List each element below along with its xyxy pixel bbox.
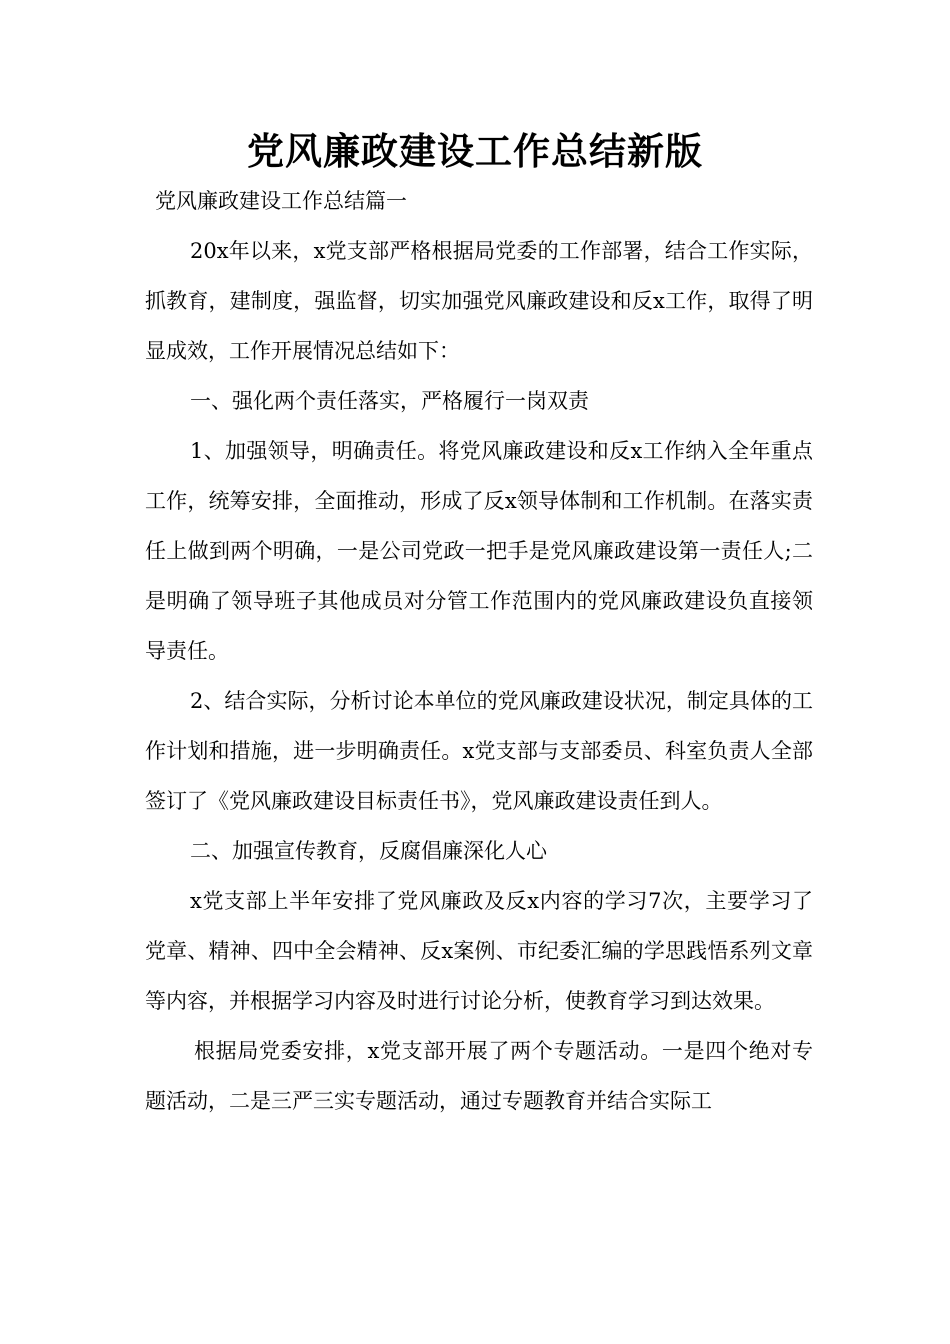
paragraph: 2、结合实际，分析讨论本单位的党风廉政建设状况，制定具体的工作计划和措施，进一步明确责任。x党支部与支部委员、科室负责人全部签订了《党风廉政建设目标责任书》，党风廉政建设责任到人。 xyxy=(145,689,813,813)
document-body xyxy=(145,226,813,1126)
paragraph: 1、加强领导，明确责任。将党风廉政建设和反x工作纳入全年重点工作，统筹安排，全面推动，形成了反x领导体制和工作机制。在落实责任上做到两个明确，一是公司党政一把手是党风廉政建设第一责任人;二是明确了领导班子其他成员对分管工作范围内的党风廉政建设负直接领导责任。 xyxy=(145,439,813,663)
document-subtitle: 党风廉政建设工作总结篇一 xyxy=(155,189,407,213)
section-heading: 一、强化两个责任落实，严格履行一岗双责 xyxy=(190,389,589,413)
paragraph: 20x年以来，x党支部严格根据局党委的工作部署，结合工作实际，抓教育，建制度，强监督，切实加强党风廉政建设和反x工作，取得了明显成效，工作开展情况总结如下： xyxy=(145,239,813,363)
paragraph: 根据局党委安排，x党支部开展了两个专题活动。一是四个绝对专题活动，二是三严三实专题活动，通过专题教育并结合实际工 xyxy=(145,1039,813,1113)
paragraph: x党支部上半年安排了党风廉政及反x内容的学习7次，主要学习了党章、精神、四中全会精神、反x案例、市纪委汇编的学思践悟系列文章等内容，并根据学习内容及时进行讨论分析，使教育学习到达效果。 xyxy=(145,889,813,1013)
section-heading: 二、加强宣传教育，反腐倡廉深化人心 xyxy=(190,839,547,863)
document-title: 党风廉政建设工作总结新版 xyxy=(247,130,703,173)
